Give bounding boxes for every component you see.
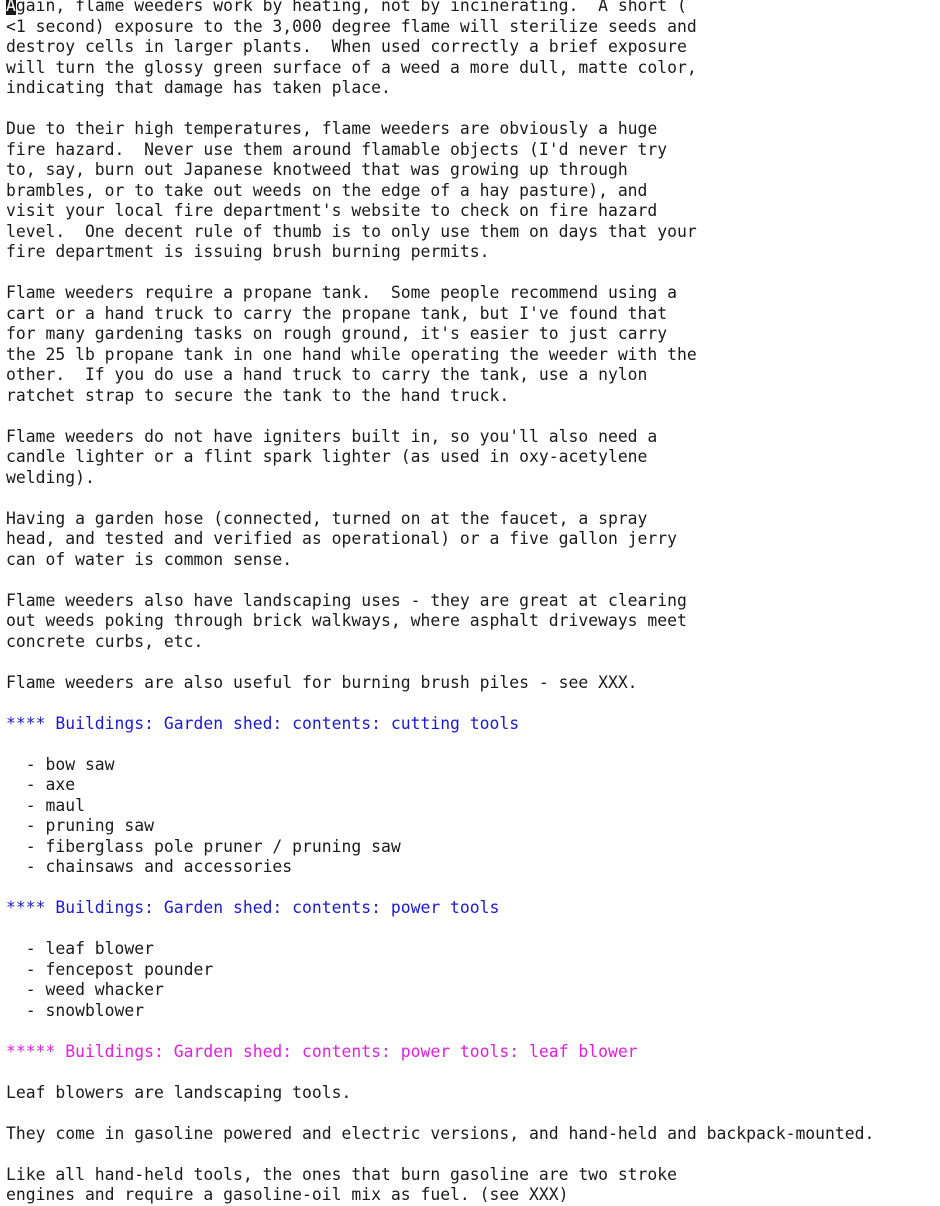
blank-line (6, 263, 936, 284)
list-item: - bow saw (6, 754, 115, 774)
editor-line: can of water is common sense. (6, 549, 293, 569)
blank-line (6, 406, 936, 427)
list-item: - axe (6, 775, 76, 794)
list-item: - fiberglass pole pruner / pruning saw (6, 836, 401, 856)
editor-line: brambles, or to take out weeds on the edge of a hay pasture), and (6, 180, 648, 200)
blank-line (6, 878, 936, 899)
editor-line: Flame weeders are also useful for burning brush piles - see XXX. (6, 672, 638, 692)
editor-line: visit your local fire department's website to check on fire hazard (6, 201, 658, 220)
editor-line: fire hazard. Never use them around flamable objects (I'd never try (6, 139, 668, 159)
blank-line (6, 99, 936, 120)
editor-line: for many gardening tasks on rough ground, it's easier to just carry (6, 324, 668, 343)
blank-line (6, 1103, 936, 1124)
blank-line (6, 734, 936, 755)
list-item: - fencepost pounder (6, 959, 214, 979)
editor-line: Due to their high temperatures, flame weeders are obviously a huge (6, 119, 658, 138)
editor-line: Flame weeders require a propane tank. Some people recommend using a (6, 283, 678, 302)
blank-line (6, 488, 936, 509)
editor-line-with-cursor (6, 0, 936, 17)
list-item: - snowblower (6, 1000, 145, 1020)
list-item: - maul (6, 795, 85, 815)
blank-line (6, 1144, 936, 1165)
blank-line (6, 570, 936, 591)
editor-line: ratchet strap to secure the tank to the hand truck. (6, 385, 510, 405)
editor-line: candle lighter or a flint spark lighter (as used in oxy-acetylene (6, 447, 648, 466)
list-item: - chainsaws and accessories (6, 857, 293, 876)
text-cursor: A (6, 0, 16, 15)
list-item: - pruning saw (6, 816, 155, 835)
blank-line (6, 1062, 936, 1083)
editor-line: Like all hand-held tools, the ones that burn gasoline are two stroke (6, 1164, 678, 1184)
editor-line: welding). (6, 467, 95, 487)
editor-line: will turn the glossy green surface of a weed a more dull, matte color, (6, 57, 697, 77)
editor-line: the 25 lb propane tank in one hand while operating the weeder with the (6, 344, 697, 364)
editor-line: They come in gasoline powered and electric versions, and hand-held and backpack-mounted. (6, 1123, 875, 1143)
editor-line: level. One decent rule of thumb is to only use them on days that your (6, 221, 697, 241)
editor-line: <1 second) exposure to the 3,000 degree flame will sterilize seeds and (6, 16, 697, 36)
editor-line-text: gain, flame weeders work by heating, not by incinerating. A short ( (15, 0, 687, 15)
text-editor-buffer[interactable] (6, 0, 936, 1206)
editor-line: to, say, burn out Japanese knotweed that was growing up through (6, 160, 628, 179)
blank-line (6, 1021, 936, 1042)
blank-line (6, 652, 936, 673)
editor-line: Leaf blowers are landscaping tools. (6, 1082, 352, 1102)
editor-line: out weeds poking through brick walkways, where asphalt driveways meet (6, 611, 687, 630)
editor-line: engines and require a gasoline-oil mix as fuel. (see XXX) (6, 1185, 569, 1204)
editor-line: destroy cells in larger plants. When used correctly a brief exposure (6, 37, 687, 56)
editor-line: head, and tested and verified as operational) or a five gallon jerry (6, 529, 678, 548)
editor-line: concrete curbs, etc. (6, 631, 204, 651)
blank-line (6, 693, 936, 714)
editor-line: Flame weeders do not have igniters built in, so you'll also need a (6, 426, 658, 446)
editor-line: Flame weeders also have landscaping uses - they are great at clearing (6, 590, 687, 610)
outline-heading-level-4: **** Buildings: Garden shed: contents: power tools (6, 898, 500, 917)
editor-line: cart or a hand truck to carry the propane tank, but I've found that (6, 303, 668, 323)
outline-heading-level-4: **** Buildings: Garden shed: contents: cutting tools (6, 713, 520, 733)
list-item: - leaf blower (6, 939, 155, 958)
list-item: - weed whacker (6, 980, 164, 999)
editor-line: other. If you do use a hand truck to carry the tank, use a nylon (6, 365, 648, 384)
blank-line (6, 919, 936, 940)
outline-heading-level-5: ***** Buildings: Garden shed: contents: power tools: leaf blower (6, 1041, 638, 1061)
editor-line: indicating that damage has taken place. (6, 78, 391, 97)
editor-line: fire department is issuing brush burning permits. (6, 242, 490, 261)
editor-line: Having a garden hose (connected, turned on at the faucet, a spray (6, 508, 648, 528)
